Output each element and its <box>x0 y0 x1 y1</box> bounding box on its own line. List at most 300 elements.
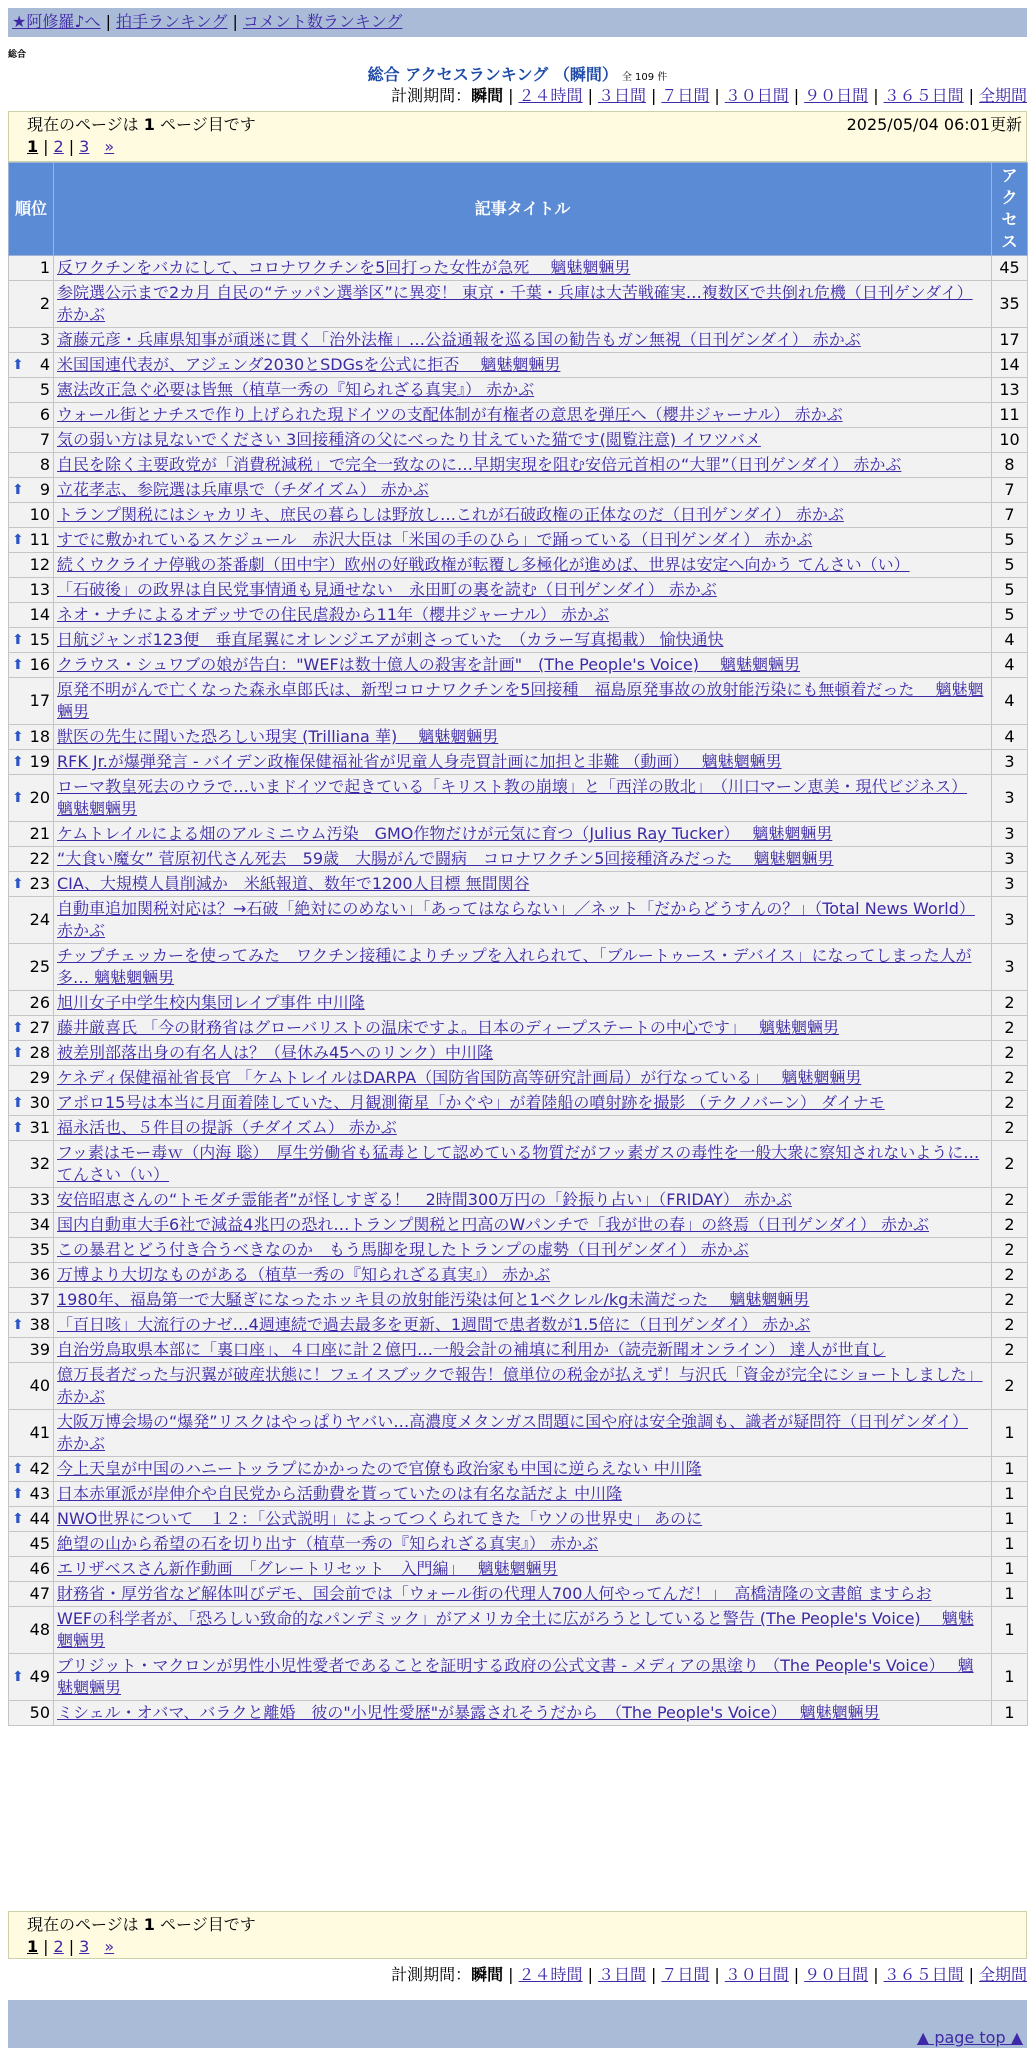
article-link[interactable]: 安倍昭恵さんの“トモダチ霊能者”が怪しすぎる！ 2時間300万円の「鈴振り占い」（FRIDAY） 赤かぶ <box>57 1190 792 1209</box>
title-cell <box>54 378 992 403</box>
rank-number: 19 <box>29 752 50 771</box>
rank-up-arrow-icon: ⬆ <box>12 1020 24 1036</box>
access-count: 8 <box>992 453 1028 478</box>
title-cell <box>54 944 992 991</box>
separator <box>94 137 99 156</box>
title-cell <box>54 503 992 528</box>
article-link[interactable]: 立花孝志、参院選は兵庫県で（チダイズム） 赤かぶ <box>57 480 429 499</box>
rank-up-arrow-icon: ⬆ <box>12 357 24 373</box>
access-count: 2 <box>992 1141 1028 1188</box>
next-page-link[interactable]: » <box>104 137 115 156</box>
page-link[interactable]: 2 <box>53 1937 64 1956</box>
table-row <box>9 822 1028 847</box>
column-header-title: 記事タイトル <box>54 163 992 256</box>
total-count: 全 109 件 <box>621 72 668 83</box>
table-row <box>9 1091 1028 1116</box>
table-row <box>9 528 1028 553</box>
rank-number: 11 <box>29 530 50 549</box>
table-row <box>9 256 1028 281</box>
separator: | <box>68 1937 75 1956</box>
nav-applause-ranking-link[interactable]: 拍手ランキング <box>115 12 228 31</box>
rank-number: 46 <box>29 1559 50 1578</box>
separator: | <box>714 1965 720 1984</box>
access-count: 2 <box>992 1041 1028 1066</box>
access-count: 2 <box>992 1213 1028 1238</box>
article-link[interactable]: 日本赤軍派が岸伸介や自民党から活動費を貰っていたのは有名な話だよ 中川隆 <box>57 1484 623 1503</box>
title-cell <box>54 1701 992 1726</box>
table-row <box>9 1607 1028 1654</box>
rank-number: 29 <box>29 1068 50 1087</box>
rank-cell <box>9 725 54 750</box>
period-option-link[interactable]: 全期間 <box>978 86 1027 105</box>
page-top-link[interactable]: ▲ page top ▲ <box>916 2028 1023 2047</box>
rank-up-arrow-icon: ⬆ <box>12 1486 24 1502</box>
rank-number: 48 <box>29 1620 50 1639</box>
period-current: 瞬間 <box>471 86 504 105</box>
rank-number: 33 <box>29 1190 50 1209</box>
title-cell <box>54 1557 992 1582</box>
period-option-link[interactable]: ２４時間 <box>518 1965 583 1984</box>
page-title <box>0 62 1035 85</box>
article-link[interactable]: フッ素はモー毒ｗ（内海 聡） 厚生労働省も猛毒として認めている物質だがフッ素ガスの毒性を一般大衆に察知されないように… てんさい（い） <box>57 1143 980 1184</box>
separator: | <box>793 86 800 105</box>
title-cell <box>54 1457 992 1482</box>
rank-number: 30 <box>29 1093 50 1112</box>
title-cell <box>54 328 992 353</box>
article-link[interactable]: 1980年、福島第一で大騒ぎになったホッキ貝の放射能汚染は何と1ベクレル/kg未満だった 魑魅魍魎男 <box>57 1290 810 1309</box>
access-count: 2 <box>992 1338 1028 1363</box>
article-link[interactable]: 反ワクチンをバカにして、コロナワクチンを5回打った女性が急死 魑魅魍魎男 <box>57 258 631 277</box>
access-count: 1 <box>992 1507 1028 1532</box>
rank-number: 44 <box>29 1509 50 1528</box>
period-option-link[interactable]: 全期間 <box>978 1965 1027 1984</box>
table-row <box>9 628 1028 653</box>
title-cell <box>54 428 992 453</box>
table-row <box>9 1213 1028 1238</box>
table-row <box>9 725 1028 750</box>
rank-number: 24 <box>29 910 50 929</box>
title-cell <box>54 678 992 725</box>
article-link[interactable]: 今上天皇が中国のハニートッラプにかかったので官僚も政治家も中国に逆らえない 中川隆 <box>57 1459 702 1478</box>
rank-number: 23 <box>29 874 50 893</box>
rank-number: 1 <box>39 258 50 277</box>
rank-cell <box>9 478 54 503</box>
rank-number: 26 <box>29 993 50 1012</box>
separator: | <box>587 86 593 105</box>
access-count: 7 <box>992 503 1028 528</box>
rank-up-arrow-icon: ⬆ <box>12 1045 24 1061</box>
article-link[interactable]: 国内自動車大手6社で減益4兆円の恐れ…トランプ関税と円高のWパンチで「我が世の春」の終焉（日刊ゲンダイ） 赤かぶ <box>57 1215 929 1234</box>
article-link[interactable]: この暴君とどう付き合うべきなのか もう馬脚を現したトランプの虚勢（日刊ゲンダイ） 赤かぶ <box>57 1240 749 1259</box>
rank-number: 17 <box>29 691 50 710</box>
rank-cell <box>9 872 54 897</box>
table-row <box>9 353 1028 378</box>
ranking-table <box>8 162 1028 1726</box>
table-row <box>9 775 1028 822</box>
rank-up-arrow-icon: ⬆ <box>12 1317 24 1333</box>
article-link[interactable]: ミシェル・オバマ、バラクと離婚 彼の"小児性愛歴"が暴露されそうだから （The People's Voice） 魑魅魍魎男 <box>57 1703 880 1722</box>
title-cell <box>54 1091 992 1116</box>
article-link[interactable]: ケネディ保健福祉省長官 「ケムトレイルはDARPA（国防省国防高等研究計画局）が行なっている」 魑魅魍魎男 <box>57 1068 862 1087</box>
article-link[interactable]: 億万長者だった与沢翼が破産状態に！フェイスブックで報告！億単位の税金が払えず！与沢氏「資金が完全にショートしました」 赤かぶ <box>57 1365 983 1406</box>
title-cell <box>54 725 992 750</box>
access-count: 2 <box>992 1263 1028 1288</box>
rank-cell <box>9 1188 54 1213</box>
article-link[interactable]: 被差別部落出身の有名人は？（昼休み45へのリンク）中川隆 <box>57 1043 494 1062</box>
rank-cell <box>9 944 54 991</box>
access-count: 17 <box>992 328 1028 353</box>
rank-cell <box>9 1607 54 1654</box>
rank-cell <box>9 1213 54 1238</box>
period-selector-bottom <box>391 1964 1027 1986</box>
period-option-link[interactable]: ３日間 <box>597 86 646 105</box>
separator: | <box>587 1965 593 1984</box>
rank-up-arrow-icon: ⬆ <box>12 876 24 892</box>
article-link[interactable]: 続くウクライナ停戦の茶番劇（田中宇）欧州の好戦政権が転覆し多極化が進めば、世界は安定へ向かう てんさい（い） <box>57 555 910 574</box>
article-link[interactable]: チップチェッカーを使ってみた ワクチン接種によりチップを入れられて、「ブルートゥース・デバイス」になってしまった人が多… 魑魅魍魎男 <box>57 946 972 987</box>
rank-cell <box>9 678 54 725</box>
title-cell <box>54 1141 992 1188</box>
article-link[interactable]: 藤井厳喜氏 「今の財務省はグローバリストの温床ですよ。日本のディープステートの中心です」 魑魅魍魎男 <box>57 1018 840 1037</box>
article-link[interactable]: 米国国連代表が、アジェンダ2030とSDGsを公式に拒否 魑魅魍魎男 <box>57 355 561 374</box>
access-count: 2 <box>992 1188 1028 1213</box>
table-row <box>9 553 1028 578</box>
rank-number: 25 <box>29 957 50 976</box>
table-row <box>9 1582 1028 1607</box>
separator: | <box>68 137 75 156</box>
title-cell <box>54 1188 992 1213</box>
page-link[interactable]: 2 <box>53 137 64 156</box>
rank-up-arrow-icon: ⬆ <box>12 632 24 648</box>
article-link[interactable]: 自動車追加関税対応は？→石破「絶対にのめない」「あってはならない」／ネット「だからどうすんの？」（Total News World） 赤かぶ <box>57 899 975 940</box>
period-option-link[interactable]: ２４時間 <box>518 86 583 105</box>
column-header-rank: 順位 <box>9 163 54 256</box>
title-cell <box>54 1363 992 1410</box>
rank-number: 37 <box>29 1290 50 1309</box>
article-link[interactable]: WEFの科学者が、「恐ろしい致命的なパンデミック」がアメリカ全土に広がろうとしていると警告 (The People's Voice) 魑魅魍魎男 <box>57 1609 974 1650</box>
rank-up-arrow-icon: ⬆ <box>12 482 24 498</box>
title-cell <box>54 1532 992 1557</box>
title-cell <box>54 1607 992 1654</box>
access-count: 10 <box>992 428 1028 453</box>
rank-number: 22 <box>29 849 50 868</box>
rank-number: 14 <box>29 605 50 624</box>
rank-number: 41 <box>29 1423 50 1442</box>
article-link[interactable]: アポロ15号は本当に月面着陸していた、月観測衛星「かぐや」が着陸船の噴射跡を撮影 （テクノバーン） ダイナモ <box>57 1093 885 1112</box>
access-count: 2 <box>992 1066 1028 1091</box>
rank-cell <box>9 403 54 428</box>
period-options <box>503 86 1027 105</box>
pager-bottom <box>8 1911 1027 1959</box>
access-count: 2 <box>992 1016 1028 1041</box>
period-option-link[interactable]: ３日間 <box>597 1965 646 1984</box>
table-row <box>9 944 1028 991</box>
page-link[interactable]: 3 <box>79 1937 90 1956</box>
rank-cell <box>9 1482 54 1507</box>
rank-up-arrow-icon: ⬆ <box>12 1120 24 1136</box>
rank-cell <box>9 1582 54 1607</box>
title-cell <box>54 1116 992 1141</box>
page-links <box>27 1936 1008 1958</box>
title-cell <box>54 256 992 281</box>
article-link[interactable]: 「石破後」の政界は自民党事情通も見通せない 永田町の裏を読む（日刊ゲンダイ） 赤かぶ <box>57 580 717 599</box>
access-count: 3 <box>992 944 1028 991</box>
rank-cell <box>9 1041 54 1066</box>
title-cell <box>54 403 992 428</box>
table-row <box>9 678 1028 725</box>
access-count: 1 <box>992 1607 1028 1654</box>
rank-up-arrow-icon: ⬆ <box>12 532 24 548</box>
access-count: 5 <box>992 578 1028 603</box>
rank-number: 40 <box>29 1376 50 1395</box>
rank-cell <box>9 528 54 553</box>
period-option-link[interactable]: ３０日間 <box>724 86 789 105</box>
period-option-link[interactable]: ９０日間 <box>804 1965 869 1984</box>
title-cell <box>54 1213 992 1238</box>
access-count: 4 <box>992 653 1028 678</box>
access-count: 13 <box>992 378 1028 403</box>
article-link[interactable]: 旭川女子中学生校内集団レイプ事件 中川隆 <box>57 993 365 1012</box>
title-cell <box>54 897 992 944</box>
table-row <box>9 1557 1028 1582</box>
title-cell <box>54 528 992 553</box>
rank-up-arrow-icon: ⬆ <box>12 657 24 673</box>
access-count: 1 <box>992 1482 1028 1507</box>
article-link[interactable]: 参院選公示まで2カ月 自民の“テッパン選挙区”に異変！ 東京・千葉・兵庫は大苦戦確実…複数区で共倒れ危機（日刊ゲンダイ） 赤かぶ <box>57 283 973 324</box>
article-link[interactable]: ネオ・ナチによるオデッサでの住民虐殺から11年（櫻井ジャーナル） 赤かぶ <box>57 605 610 624</box>
period-option-link[interactable]: ３６５日間 <box>883 1965 964 1984</box>
table-row <box>9 750 1028 775</box>
rank-cell <box>9 1654 54 1701</box>
table-row <box>9 1532 1028 1557</box>
access-count: 11 <box>992 403 1028 428</box>
rank-cell <box>9 1338 54 1363</box>
title-cell <box>54 822 992 847</box>
page-links <box>27 136 1008 158</box>
title-cell <box>54 1263 992 1288</box>
rank-cell <box>9 991 54 1016</box>
access-count: 1 <box>992 1582 1028 1607</box>
period-options <box>503 1965 1027 1984</box>
current-page-number: 1 <box>27 137 39 156</box>
separator: | <box>793 1965 800 1984</box>
article-link[interactable]: クラウス・シュワブの娘が告白："WEFは数十億人の殺害を計画" (The People's Voice) 魑魅魍魎男 <box>57 655 801 674</box>
article-link[interactable]: 万博より大切なものがある（植草一秀の『知られざる真実』） 赤かぶ <box>57 1265 551 1284</box>
access-count: 1 <box>992 1410 1028 1457</box>
separator: | <box>968 86 974 105</box>
access-count: 2 <box>992 1313 1028 1338</box>
title-cell <box>54 1238 992 1263</box>
title-cell <box>54 1288 992 1313</box>
access-count: 4 <box>992 725 1028 750</box>
period-option-link[interactable]: ３６５日間 <box>883 86 964 105</box>
period-option-link[interactable]: ３０日間 <box>724 1965 789 1984</box>
access-count: 2 <box>992 991 1028 1016</box>
rank-cell <box>9 1091 54 1116</box>
table-row <box>9 1701 1028 1726</box>
table-row <box>9 503 1028 528</box>
rank-number: 43 <box>29 1484 50 1503</box>
article-link[interactable]: 自民を除く主要政党が「消費税減税」で完全一致なのに…早期実現を阻む安倍元首相の“大罪”（日刊ゲンダイ） 赤かぶ <box>57 455 902 474</box>
title-cell <box>54 281 992 328</box>
table-row <box>9 1507 1028 1532</box>
top-nav-bar <box>8 8 1027 37</box>
title-cell <box>54 847 992 872</box>
title-cell <box>54 750 992 775</box>
rank-number: 31 <box>29 1118 50 1137</box>
rank-cell <box>9 553 54 578</box>
table-row <box>9 328 1028 353</box>
page-title-text: 総合 アクセスランキング （瞬間） <box>367 65 618 84</box>
footer-bar <box>8 2000 1027 2048</box>
article-link[interactable]: 斎藤元彦・兵庫県知事が頑迷に貫く「治外法権」…公益通報を巡る国の勧告もガン無視（日刊ゲンダイ） 赤かぶ <box>57 330 861 349</box>
access-count: 5 <box>992 603 1028 628</box>
separator: | <box>873 86 879 105</box>
rank-up-arrow-icon: ⬆ <box>12 1095 24 1111</box>
article-link[interactable]: ウォール街とナチスで作り上げられた現ドイツの支配体制が有権者の意思を弾圧へ（櫻井ジャーナル） 赤かぶ <box>57 405 843 424</box>
nav-comment-ranking-link[interactable]: コメント数ランキング <box>242 12 403 31</box>
article-link[interactable]: 財務省・厚労省など解体叫びデモ、国会前では「ウォール街の代理人700人何やってんだ！」 高橋清隆の文書館 ますらお <box>57 1584 932 1603</box>
access-count: 3 <box>992 775 1028 822</box>
rank-up-arrow-icon: ⬆ <box>12 754 24 770</box>
period-option-link[interactable]: ９０日間 <box>804 86 869 105</box>
article-link[interactable]: 自治労鳥取県本部に「裏口座」、４口座に計２億円…一般会計の補填に利用か（読売新聞オンライン） 達人が世直し <box>57 1340 886 1359</box>
separator: | <box>43 137 49 156</box>
rank-cell <box>9 603 54 628</box>
article-link[interactable]: “大食い魔女” 菅原初代さん死去 59歳 大腸がんで闘病 コロナワクチン5回接種済みだった 魑魅魍魎男 <box>57 849 834 868</box>
nav-home-link[interactable]: ★阿修羅♪へ <box>12 12 101 31</box>
article-link[interactable]: 「百日咳」大流行のナゼ…4週連続で過去最多を更新、1週間で患者数が1.5倍に（日刊ゲンダイ） 赤かぶ <box>57 1315 811 1334</box>
table-row <box>9 1141 1028 1188</box>
rank-number: 35 <box>29 1240 50 1259</box>
article-link[interactable]: すでに敷かれているスケジュール 赤沢大臣は「米国の手のひら」で踊っている（日刊ゲンダイ） 赤かぶ <box>57 530 813 549</box>
title-cell <box>54 1041 992 1066</box>
article-link[interactable]: RFK Jr.が爆弾発言 - バイデン政権保健福祉省が児童人身売買計画に加担と非難 （動画） 魑魅魍魎男 <box>57 752 782 771</box>
pager-top <box>8 111 1027 162</box>
access-count: 2 <box>992 1288 1028 1313</box>
article-link[interactable]: ブリジット・マクロンが男性小児性愛者であることを証明する政府の公式文書 - メディアの黒塗り （The People's Voice） 魑魅魍魎男 <box>57 1656 974 1697</box>
article-link[interactable]: 大阪万博会場の“爆発”リスクはやっぱりヤバい…高濃度メタンガス問題に国や府は安全強調も、識者が疑問符（日刊ゲンダイ） 赤かぶ <box>57 1412 968 1453</box>
access-count: 3 <box>992 897 1028 944</box>
rank-up-arrow-icon: ⬆ <box>12 729 24 745</box>
rank-number: 50 <box>29 1703 50 1722</box>
table-row <box>9 1263 1028 1288</box>
article-link[interactable]: トランプ関税にはシャカリキ、庶民の暮らしは野放し…これが石破政権の正体なのだ（日刊ゲンダイ） 赤かぶ <box>57 505 844 524</box>
table-row <box>9 1338 1028 1363</box>
title-cell <box>54 1654 992 1701</box>
rank-cell <box>9 897 54 944</box>
period-option-link[interactable]: ７日間 <box>661 86 710 105</box>
rank-cell <box>9 1557 54 1582</box>
access-count: 1 <box>992 1701 1028 1726</box>
title-cell <box>54 1016 992 1041</box>
rank-up-arrow-icon: ⬆ <box>12 790 24 806</box>
rank-cell <box>9 328 54 353</box>
rank-cell <box>9 453 54 478</box>
article-link[interactable]: 気の弱い方は見ないでください 3回接種済の父にべったり甘えていた猫です(閲覧注意) イワツバメ <box>57 430 761 449</box>
article-link[interactable]: NWO世界について １２：「公式説明」によってつくられてきた「ウソの世界史」 あのに <box>57 1509 703 1528</box>
rank-number: 45 <box>29 1534 50 1553</box>
rank-cell <box>9 1016 54 1041</box>
period-label: 計測期間： <box>391 1965 472 1984</box>
table-row <box>9 1363 1028 1410</box>
separator: | <box>508 86 514 105</box>
title-cell <box>54 1482 992 1507</box>
access-count: 45 <box>992 256 1028 281</box>
article-link[interactable]: 憲法改正急ぐ必要は皆無（植草一秀の『知られざる真実』） 赤かぶ <box>57 380 535 399</box>
article-link[interactable]: エリザベスさん新作動画 「グレートリセット 入門編」 魑魅魍魎男 <box>57 1559 558 1578</box>
title-cell <box>54 478 992 503</box>
separator: | <box>508 1965 514 1984</box>
access-count: 3 <box>992 822 1028 847</box>
rank-cell <box>9 428 54 453</box>
rank-cell <box>9 775 54 822</box>
access-count: 1 <box>992 1532 1028 1557</box>
rank-cell <box>9 1532 54 1557</box>
article-link[interactable]: 絶望の山から希望の石を切り出す（植草一秀の『知られざる真実』） 赤かぶ <box>57 1534 599 1553</box>
period-option-link[interactable]: ７日間 <box>661 1965 710 1984</box>
separator: | <box>650 86 657 105</box>
period-current: 瞬間 <box>471 1965 504 1984</box>
article-link[interactable]: ケムトレイルによる畑のアルミニウム汚染 GMO作物だけが元気に育つ（Julius Ray Tucker） 魑魅魍魎男 <box>57 824 833 843</box>
title-cell <box>54 653 992 678</box>
article-link[interactable]: 獣医の先生に聞いた恐ろしい現実 (Trilliana 華) 魑魅魍魎男 <box>57 727 499 746</box>
title-cell <box>54 1338 992 1363</box>
rank-cell <box>9 1313 54 1338</box>
table-row <box>9 1313 1028 1338</box>
access-count: 14 <box>992 353 1028 378</box>
access-count: 1 <box>992 1654 1028 1701</box>
article-link[interactable]: ローマ教皇死去のウラで…いまドイツで起きている「キリスト教の崩壊」と「西洋の敗北」 （川口マーン恵美・現代ビジネス） 魑魅魍魎男 <box>57 777 968 818</box>
title-cell <box>54 453 992 478</box>
article-link[interactable]: CIA、大規模人員削減か 米紙報道、数年で1200人目標 無間関谷 <box>57 874 530 893</box>
table-row <box>9 478 1028 503</box>
rank-cell <box>9 653 54 678</box>
table-row <box>9 1041 1028 1066</box>
rank-cell <box>9 628 54 653</box>
rank-number: 47 <box>29 1584 50 1603</box>
title-cell <box>54 628 992 653</box>
article-link[interactable]: 日航ジャンボ123便 垂直尾翼にオレンジエアが刺さっていた （カラー写真掲載） 愉快通快 <box>57 630 724 649</box>
separator: | <box>968 1965 974 1984</box>
rank-cell <box>9 378 54 403</box>
rank-number: 42 <box>29 1459 50 1478</box>
rank-number: 10 <box>29 505 50 524</box>
next-page-link[interactable]: » <box>104 1937 115 1956</box>
table-row <box>9 897 1028 944</box>
current-page-text: 現在のページは 1 ページ目です <box>27 115 256 134</box>
table-row <box>9 847 1028 872</box>
title-cell <box>54 991 992 1016</box>
rank-number: 5 <box>39 380 50 399</box>
rank-number: 34 <box>29 1215 50 1234</box>
title-cell <box>54 553 992 578</box>
rank-up-arrow-icon: ⬆ <box>12 1461 24 1477</box>
table-row <box>9 1654 1028 1701</box>
rank-cell <box>9 1238 54 1263</box>
access-count: 35 <box>992 281 1028 328</box>
period-selector-top <box>391 85 1027 107</box>
rank-cell <box>9 1288 54 1313</box>
separator: | <box>873 1965 879 1984</box>
page-link[interactable]: 3 <box>79 137 90 156</box>
access-count: 1 <box>992 1457 1028 1482</box>
table-row <box>9 1016 1028 1041</box>
title-cell <box>54 1507 992 1532</box>
article-link[interactable]: 福永活也、５件目の提訴（チダイズム） 赤かぶ <box>57 1118 397 1137</box>
article-link[interactable]: 原発不明がんで亡くなった森永卓郎氏は、新型コロナワクチンを5回接種 福島原発事故の放射能汚染にも無頓着だった 魑魅魍魎男 <box>57 680 984 721</box>
rank-number: 39 <box>29 1340 50 1359</box>
